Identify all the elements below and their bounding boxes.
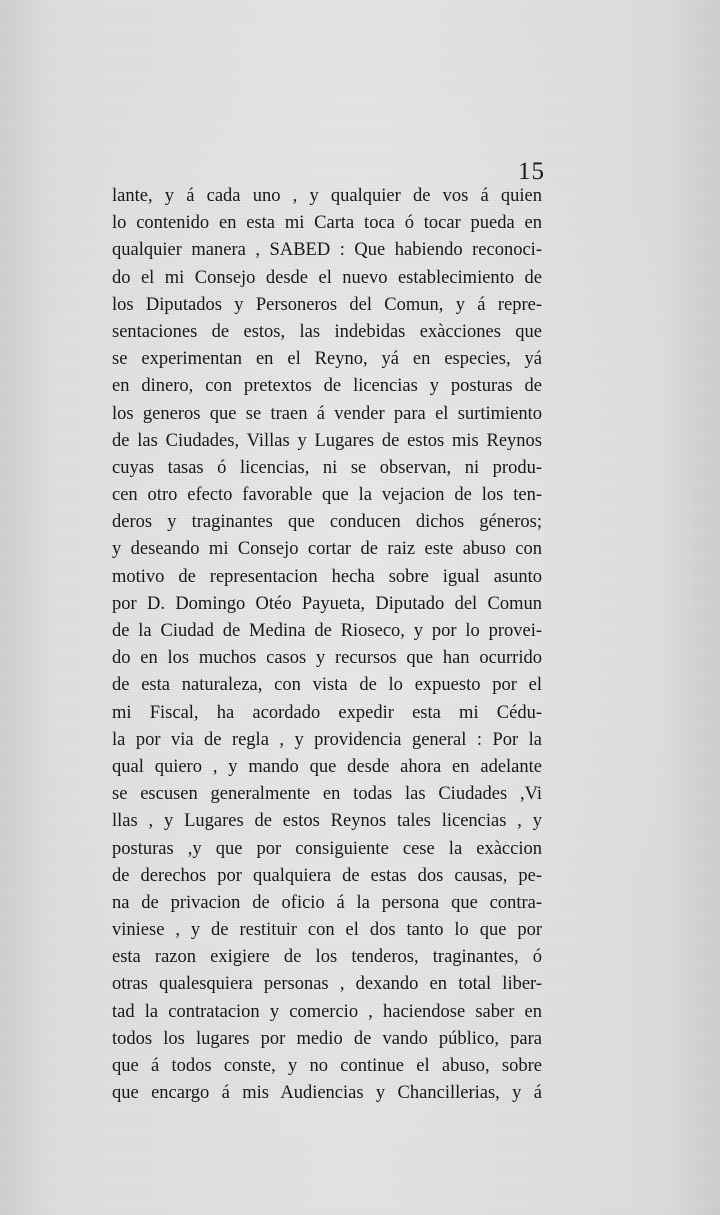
text-line: na de privacion de oficio á la persona que contra- xyxy=(112,892,542,913)
text-line: llas , y Lugares de estos Reynos tales licencias , y xyxy=(112,811,542,832)
text-line: cuyas tasas ó licencias, ni se observan, ni produ- xyxy=(112,457,542,478)
text-line: lo contenido en esta mi Carta toca ó tocar pueda en xyxy=(112,213,542,234)
text-line: posturas ,y que por consiguiente cese la exàccion xyxy=(112,838,542,859)
text-line: que á todos conste, y no continue el abuso, sobre xyxy=(112,1056,542,1076)
text-line: viniese , y de restituir con el dos tanto lo que por xyxy=(112,920,542,941)
text-line: todos los lugares por medio de vando público, para xyxy=(112,1028,542,1049)
text-line: tad la contratacion y comercio , haciendose saber en xyxy=(112,1001,542,1022)
text-line: qual quiero , y mando que desde ahora en adelante xyxy=(112,756,542,777)
text-line: de la Ciudad de Medina de Rioseco, y por lo provei- xyxy=(112,621,542,641)
text-line: otras qualesquiera personas , dexando en total liber- xyxy=(112,974,542,995)
text-line: lante, y á cada uno , y qualquier de vos á quien xyxy=(112,186,542,206)
text-line: en dinero, con pretextos de licencias y posturas de xyxy=(112,376,542,397)
page-number: 15 xyxy=(518,158,545,185)
text-line: deros y traginantes que conducen dichos géneros; xyxy=(112,512,542,533)
text-line: sentaciones de estos, las indebidas exàcciones que xyxy=(112,321,542,342)
text-line: los generos que se traen á vender para el surtimiento xyxy=(112,403,542,424)
text-line: do el mi Consejo desde el nuevo establecimiento de xyxy=(112,267,542,288)
text-line: mi Fiscal, ha acordado expedir esta mi Cédu- xyxy=(112,702,542,723)
text-line: los Diputados y Personeros del Comun, y á repre- xyxy=(112,294,542,315)
text-line: cen otro efecto favorable que la vejacion de los ten- xyxy=(112,485,542,506)
text-line: se experimentan en el Reyno, yá en especies, yá xyxy=(112,349,542,370)
text-line: qualquier manera , SABED : Que habiendo reconoci- xyxy=(112,240,542,261)
text-line: de derechos por qualquiera de estas dos causas, pe- xyxy=(112,865,542,886)
text-line: do en los muchos casos y recursos que han ocurrido xyxy=(112,648,542,669)
text-line: por D. Domingo Otéo Payueta, Diputado del Comun xyxy=(112,593,542,614)
text-line: y deseando mi Consejo cortar de raiz este abuso con xyxy=(112,539,542,560)
text-line: la por via de regla , y providencia general : Por la xyxy=(112,729,542,750)
text-line: que encargo á mis Audiencias y Chancillerias, y á xyxy=(112,1083,542,1104)
text-line: motivo de representacion hecha sobre igual asunto xyxy=(112,566,542,587)
text-line: se escusen generalmente en todas las Ciudades ,Vi xyxy=(112,784,542,805)
body-text xyxy=(112,183,542,1107)
text-line: de esta naturaleza, con vista de lo expuesto por el xyxy=(112,675,542,696)
text-line: esta razon exigiere de los tenderos, traginantes, ó xyxy=(112,947,542,968)
text-line: de las Ciudades, Villas y Lugares de estos mis Reynos xyxy=(112,430,542,451)
